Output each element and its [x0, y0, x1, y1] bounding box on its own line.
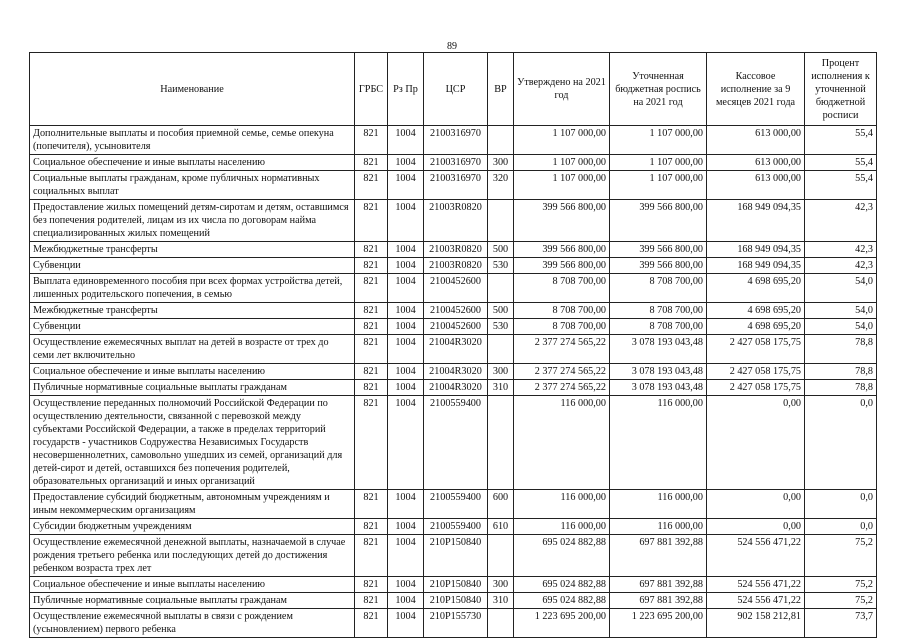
cell-csr: 21004R3020 [424, 364, 488, 380]
cell-revised: 116 000,00 [610, 396, 707, 490]
cell-csr: 2100316970 [424, 155, 488, 171]
cell-percent: 55,4 [805, 126, 877, 155]
cell-cash: 2 427 058 175,75 [707, 335, 805, 364]
cell-revised: 3 078 193 043,48 [610, 335, 707, 364]
cell-cash: 4 698 695,20 [707, 319, 805, 335]
cell-csr: 2100559400 [424, 519, 488, 535]
cell-revised: 3 078 193 043,48 [610, 380, 707, 396]
cell-approved: 116 000,00 [514, 519, 610, 535]
cell-vr [488, 274, 514, 303]
cell-percent: 0,0 [805, 490, 877, 519]
cell-rzpr: 1004 [388, 242, 424, 258]
header-revised: Уточненная бюджетная роспись на 2021 год [610, 53, 707, 126]
cell-vr: 530 [488, 258, 514, 274]
cell-csr: 210P150840 [424, 593, 488, 609]
cell-cash: 2 427 058 175,75 [707, 380, 805, 396]
cell-grbs: 821 [355, 519, 388, 535]
cell-percent: 54,0 [805, 303, 877, 319]
cell-percent: 75,2 [805, 577, 877, 593]
cell-name: Предоставление жилых помещений детям-сиротам и детям, оставшимся без попечения родителей, лицам из их числа по договорам найма специализированных жилых помещений [30, 200, 355, 242]
cell-grbs: 821 [355, 609, 388, 638]
cell-approved: 2 377 274 565,22 [514, 380, 610, 396]
header-rzpr: Рз Пр [388, 53, 424, 126]
table-row [30, 380, 877, 396]
cell-csr: 210P155730 [424, 609, 488, 638]
cell-revised: 399 566 800,00 [610, 200, 707, 242]
cell-rzpr: 1004 [388, 126, 424, 155]
cell-csr: 2100316970 [424, 171, 488, 200]
cell-grbs: 821 [355, 171, 388, 200]
cell-name: Осуществление ежемесячной денежной выплаты, назначаемой в случае рождения третьего ребенка или последующих детей до достижения ребенком возраста трех лет [30, 535, 355, 577]
cell-percent: 42,3 [805, 200, 877, 242]
cell-grbs: 821 [355, 126, 388, 155]
cell-revised: 399 566 800,00 [610, 242, 707, 258]
cell-vr [488, 396, 514, 490]
cell-vr: 320 [488, 171, 514, 200]
cell-vr: 310 [488, 380, 514, 396]
cell-percent: 0,0 [805, 519, 877, 535]
cell-cash: 168 949 094,35 [707, 258, 805, 274]
cell-grbs: 821 [355, 242, 388, 258]
cell-rzpr: 1004 [388, 396, 424, 490]
cell-percent: 75,2 [805, 593, 877, 609]
cell-rzpr: 1004 [388, 535, 424, 577]
cell-name: Социальное обеспечение и иные выплаты населению [30, 155, 355, 171]
cell-name: Выплата единовременного пособия при всех формах устройства детей, лишенных родительского попечения, в семью [30, 274, 355, 303]
cell-approved: 2 377 274 565,22 [514, 364, 610, 380]
table-row [30, 126, 877, 155]
header-csr: ЦСР [424, 53, 488, 126]
cell-csr: 21003R0820 [424, 242, 488, 258]
table-row [30, 155, 877, 171]
cell-cash: 168 949 094,35 [707, 242, 805, 258]
cell-cash: 902 158 212,81 [707, 609, 805, 638]
cell-vr [488, 126, 514, 155]
cell-revised: 1 223 695 200,00 [610, 609, 707, 638]
cell-approved: 2 377 274 565,22 [514, 335, 610, 364]
cell-percent: 55,4 [805, 155, 877, 171]
cell-vr [488, 609, 514, 638]
cell-revised: 697 881 392,88 [610, 577, 707, 593]
cell-grbs: 821 [355, 155, 388, 171]
table-row [30, 274, 877, 303]
cell-cash: 613 000,00 [707, 171, 805, 200]
cell-csr: 2100452600 [424, 319, 488, 335]
cell-revised: 116 000,00 [610, 519, 707, 535]
cell-rzpr: 1004 [388, 258, 424, 274]
cell-grbs: 821 [355, 200, 388, 242]
cell-grbs: 821 [355, 319, 388, 335]
cell-percent: 78,8 [805, 380, 877, 396]
cell-name: Социальные выплаты гражданам, кроме публичных нормативных социальных выплат [30, 171, 355, 200]
cell-revised: 8 708 700,00 [610, 319, 707, 335]
cell-grbs: 821 [355, 535, 388, 577]
cell-grbs: 821 [355, 577, 388, 593]
cell-revised: 697 881 392,88 [610, 535, 707, 577]
cell-rzpr: 1004 [388, 335, 424, 364]
table-row [30, 535, 877, 577]
page-number: 89 [447, 41, 457, 52]
cell-approved: 399 566 800,00 [514, 258, 610, 274]
cell-cash: 4 698 695,20 [707, 274, 805, 303]
cell-name: Осуществление ежемесячных выплат на детей в возрасте от трех до семи лет включительно [30, 335, 355, 364]
cell-approved: 695 024 882,88 [514, 535, 610, 577]
cell-cash: 2 427 058 175,75 [707, 364, 805, 380]
cell-rzpr: 1004 [388, 319, 424, 335]
header-percent: Процент исполнения к уточненной бюджетной росписи [805, 53, 877, 126]
cell-csr: 2100559400 [424, 490, 488, 519]
cell-vr: 610 [488, 519, 514, 535]
cell-revised: 1 107 000,00 [610, 155, 707, 171]
cell-cash: 0,00 [707, 519, 805, 535]
cell-csr: 21004R3020 [424, 380, 488, 396]
cell-grbs: 821 [355, 490, 388, 519]
cell-name: Социальное обеспечение и иные выплаты населению [30, 364, 355, 380]
cell-csr: 21003R0820 [424, 258, 488, 274]
cell-csr: 2100316970 [424, 126, 488, 155]
cell-rzpr: 1004 [388, 274, 424, 303]
cell-vr: 310 [488, 593, 514, 609]
table-row [30, 490, 877, 519]
cell-csr: 2100452600 [424, 303, 488, 319]
cell-cash: 524 556 471,22 [707, 593, 805, 609]
cell-name: Субвенции [30, 319, 355, 335]
cell-csr: 21004R3020 [424, 335, 488, 364]
table-row [30, 200, 877, 242]
table-row [30, 519, 877, 535]
cell-revised: 3 078 193 043,48 [610, 364, 707, 380]
cell-approved: 399 566 800,00 [514, 200, 610, 242]
cell-approved: 695 024 882,88 [514, 577, 610, 593]
cell-csr: 21003R0820 [424, 200, 488, 242]
cell-csr: 2100559400 [424, 396, 488, 490]
table-header-row [30, 53, 877, 126]
cell-percent: 54,0 [805, 274, 877, 303]
cell-csr: 210P150840 [424, 577, 488, 593]
cell-rzpr: 1004 [388, 609, 424, 638]
cell-percent: 73,7 [805, 609, 877, 638]
cell-vr: 300 [488, 577, 514, 593]
cell-approved: 8 708 700,00 [514, 303, 610, 319]
cell-revised: 1 107 000,00 [610, 126, 707, 155]
cell-approved: 1 107 000,00 [514, 155, 610, 171]
cell-grbs: 821 [355, 258, 388, 274]
cell-name: Социальное обеспечение и иные выплаты населению [30, 577, 355, 593]
cell-percent: 42,3 [805, 242, 877, 258]
table-row [30, 396, 877, 490]
cell-rzpr: 1004 [388, 519, 424, 535]
budget-execution-table [29, 52, 877, 638]
cell-cash: 524 556 471,22 [707, 535, 805, 577]
cell-rzpr: 1004 [388, 490, 424, 519]
header-cash: Кассовое исполнение за 9 месяцев 2021 года [707, 53, 805, 126]
table-row [30, 171, 877, 200]
cell-approved: 399 566 800,00 [514, 242, 610, 258]
cell-cash: 4 698 695,20 [707, 303, 805, 319]
cell-name: Осуществление переданных полномочий Российской Федерации по осуществлению деятельности, связанной с перевозкой между субъектами Российской Федерации, а также в пределах территорий государств - участников Содружества Независимых Государств несовершеннолетних, самовольно ушедших из семей, организаций для детей-сирот и детей, оставшихся без попечения родителей, образовательных организаций и иных организаций [30, 396, 355, 490]
cell-approved: 116 000,00 [514, 396, 610, 490]
cell-cash: 524 556 471,22 [707, 577, 805, 593]
table-row [30, 593, 877, 609]
cell-revised: 697 881 392,88 [610, 593, 707, 609]
table-body [30, 126, 877, 638]
cell-revised: 399 566 800,00 [610, 258, 707, 274]
table-row [30, 258, 877, 274]
cell-percent: 54,0 [805, 319, 877, 335]
cell-approved: 116 000,00 [514, 490, 610, 519]
table-row [30, 242, 877, 258]
cell-approved: 8 708 700,00 [514, 319, 610, 335]
cell-name: Межбюджетные трансферты [30, 303, 355, 319]
cell-approved: 8 708 700,00 [514, 274, 610, 303]
cell-vr [488, 335, 514, 364]
cell-cash: 0,00 [707, 396, 805, 490]
cell-vr: 300 [488, 364, 514, 380]
cell-percent: 0,0 [805, 396, 877, 490]
cell-vr: 500 [488, 303, 514, 319]
header-name: Наименование [30, 53, 355, 126]
cell-grbs: 821 [355, 335, 388, 364]
cell-revised: 8 708 700,00 [610, 274, 707, 303]
cell-percent: 42,3 [805, 258, 877, 274]
cell-csr: 2100452600 [424, 274, 488, 303]
cell-csr: 210P150840 [424, 535, 488, 577]
cell-approved: 695 024 882,88 [514, 593, 610, 609]
cell-approved: 1 223 695 200,00 [514, 609, 610, 638]
cell-vr: 530 [488, 319, 514, 335]
cell-cash: 613 000,00 [707, 126, 805, 155]
cell-grbs: 821 [355, 380, 388, 396]
cell-approved: 1 107 000,00 [514, 126, 610, 155]
cell-percent: 75,2 [805, 535, 877, 577]
cell-rzpr: 1004 [388, 577, 424, 593]
cell-grbs: 821 [355, 303, 388, 319]
header-approved: Утверждено на 2021 год [514, 53, 610, 126]
cell-name: Дополнительные выплаты и пособия приемной семье, семье опекуна (попечителя), усыновителя [30, 126, 355, 155]
cell-name: Межбюджетные трансферты [30, 242, 355, 258]
cell-cash: 168 949 094,35 [707, 200, 805, 242]
cell-name: Осуществление ежемесячной выплаты в связи с рождением (усыновлением) первого ребенка [30, 609, 355, 638]
cell-name: Субвенции [30, 258, 355, 274]
cell-grbs: 821 [355, 274, 388, 303]
table-row [30, 577, 877, 593]
cell-cash: 613 000,00 [707, 155, 805, 171]
header-grbs: ГРБС [355, 53, 388, 126]
cell-rzpr: 1004 [388, 171, 424, 200]
table-row [30, 303, 877, 319]
cell-cash: 0,00 [707, 490, 805, 519]
cell-rzpr: 1004 [388, 303, 424, 319]
cell-percent: 78,8 [805, 335, 877, 364]
table-row [30, 335, 877, 364]
cell-name: Публичные нормативные социальные выплаты гражданам [30, 593, 355, 609]
cell-rzpr: 1004 [388, 364, 424, 380]
cell-vr: 500 [488, 242, 514, 258]
cell-percent: 78,8 [805, 364, 877, 380]
cell-grbs: 821 [355, 593, 388, 609]
table-row [30, 319, 877, 335]
cell-name: Субсидии бюджетным учреждениям [30, 519, 355, 535]
cell-approved: 1 107 000,00 [514, 171, 610, 200]
table-row [30, 609, 877, 638]
cell-grbs: 821 [355, 364, 388, 380]
cell-grbs: 821 [355, 396, 388, 490]
cell-rzpr: 1004 [388, 593, 424, 609]
cell-vr [488, 200, 514, 242]
cell-vr: 600 [488, 490, 514, 519]
table-row [30, 364, 877, 380]
cell-rzpr: 1004 [388, 200, 424, 242]
cell-vr [488, 535, 514, 577]
cell-vr: 300 [488, 155, 514, 171]
header-vr: ВР [488, 53, 514, 126]
cell-revised: 1 107 000,00 [610, 171, 707, 200]
cell-name: Публичные нормативные социальные выплаты гражданам [30, 380, 355, 396]
cell-revised: 116 000,00 [610, 490, 707, 519]
cell-revised: 8 708 700,00 [610, 303, 707, 319]
cell-name: Предоставление субсидий бюджетным, автономным учреждениям и иным некоммерческим организациям [30, 490, 355, 519]
cell-percent: 55,4 [805, 171, 877, 200]
cell-rzpr: 1004 [388, 380, 424, 396]
cell-rzpr: 1004 [388, 155, 424, 171]
